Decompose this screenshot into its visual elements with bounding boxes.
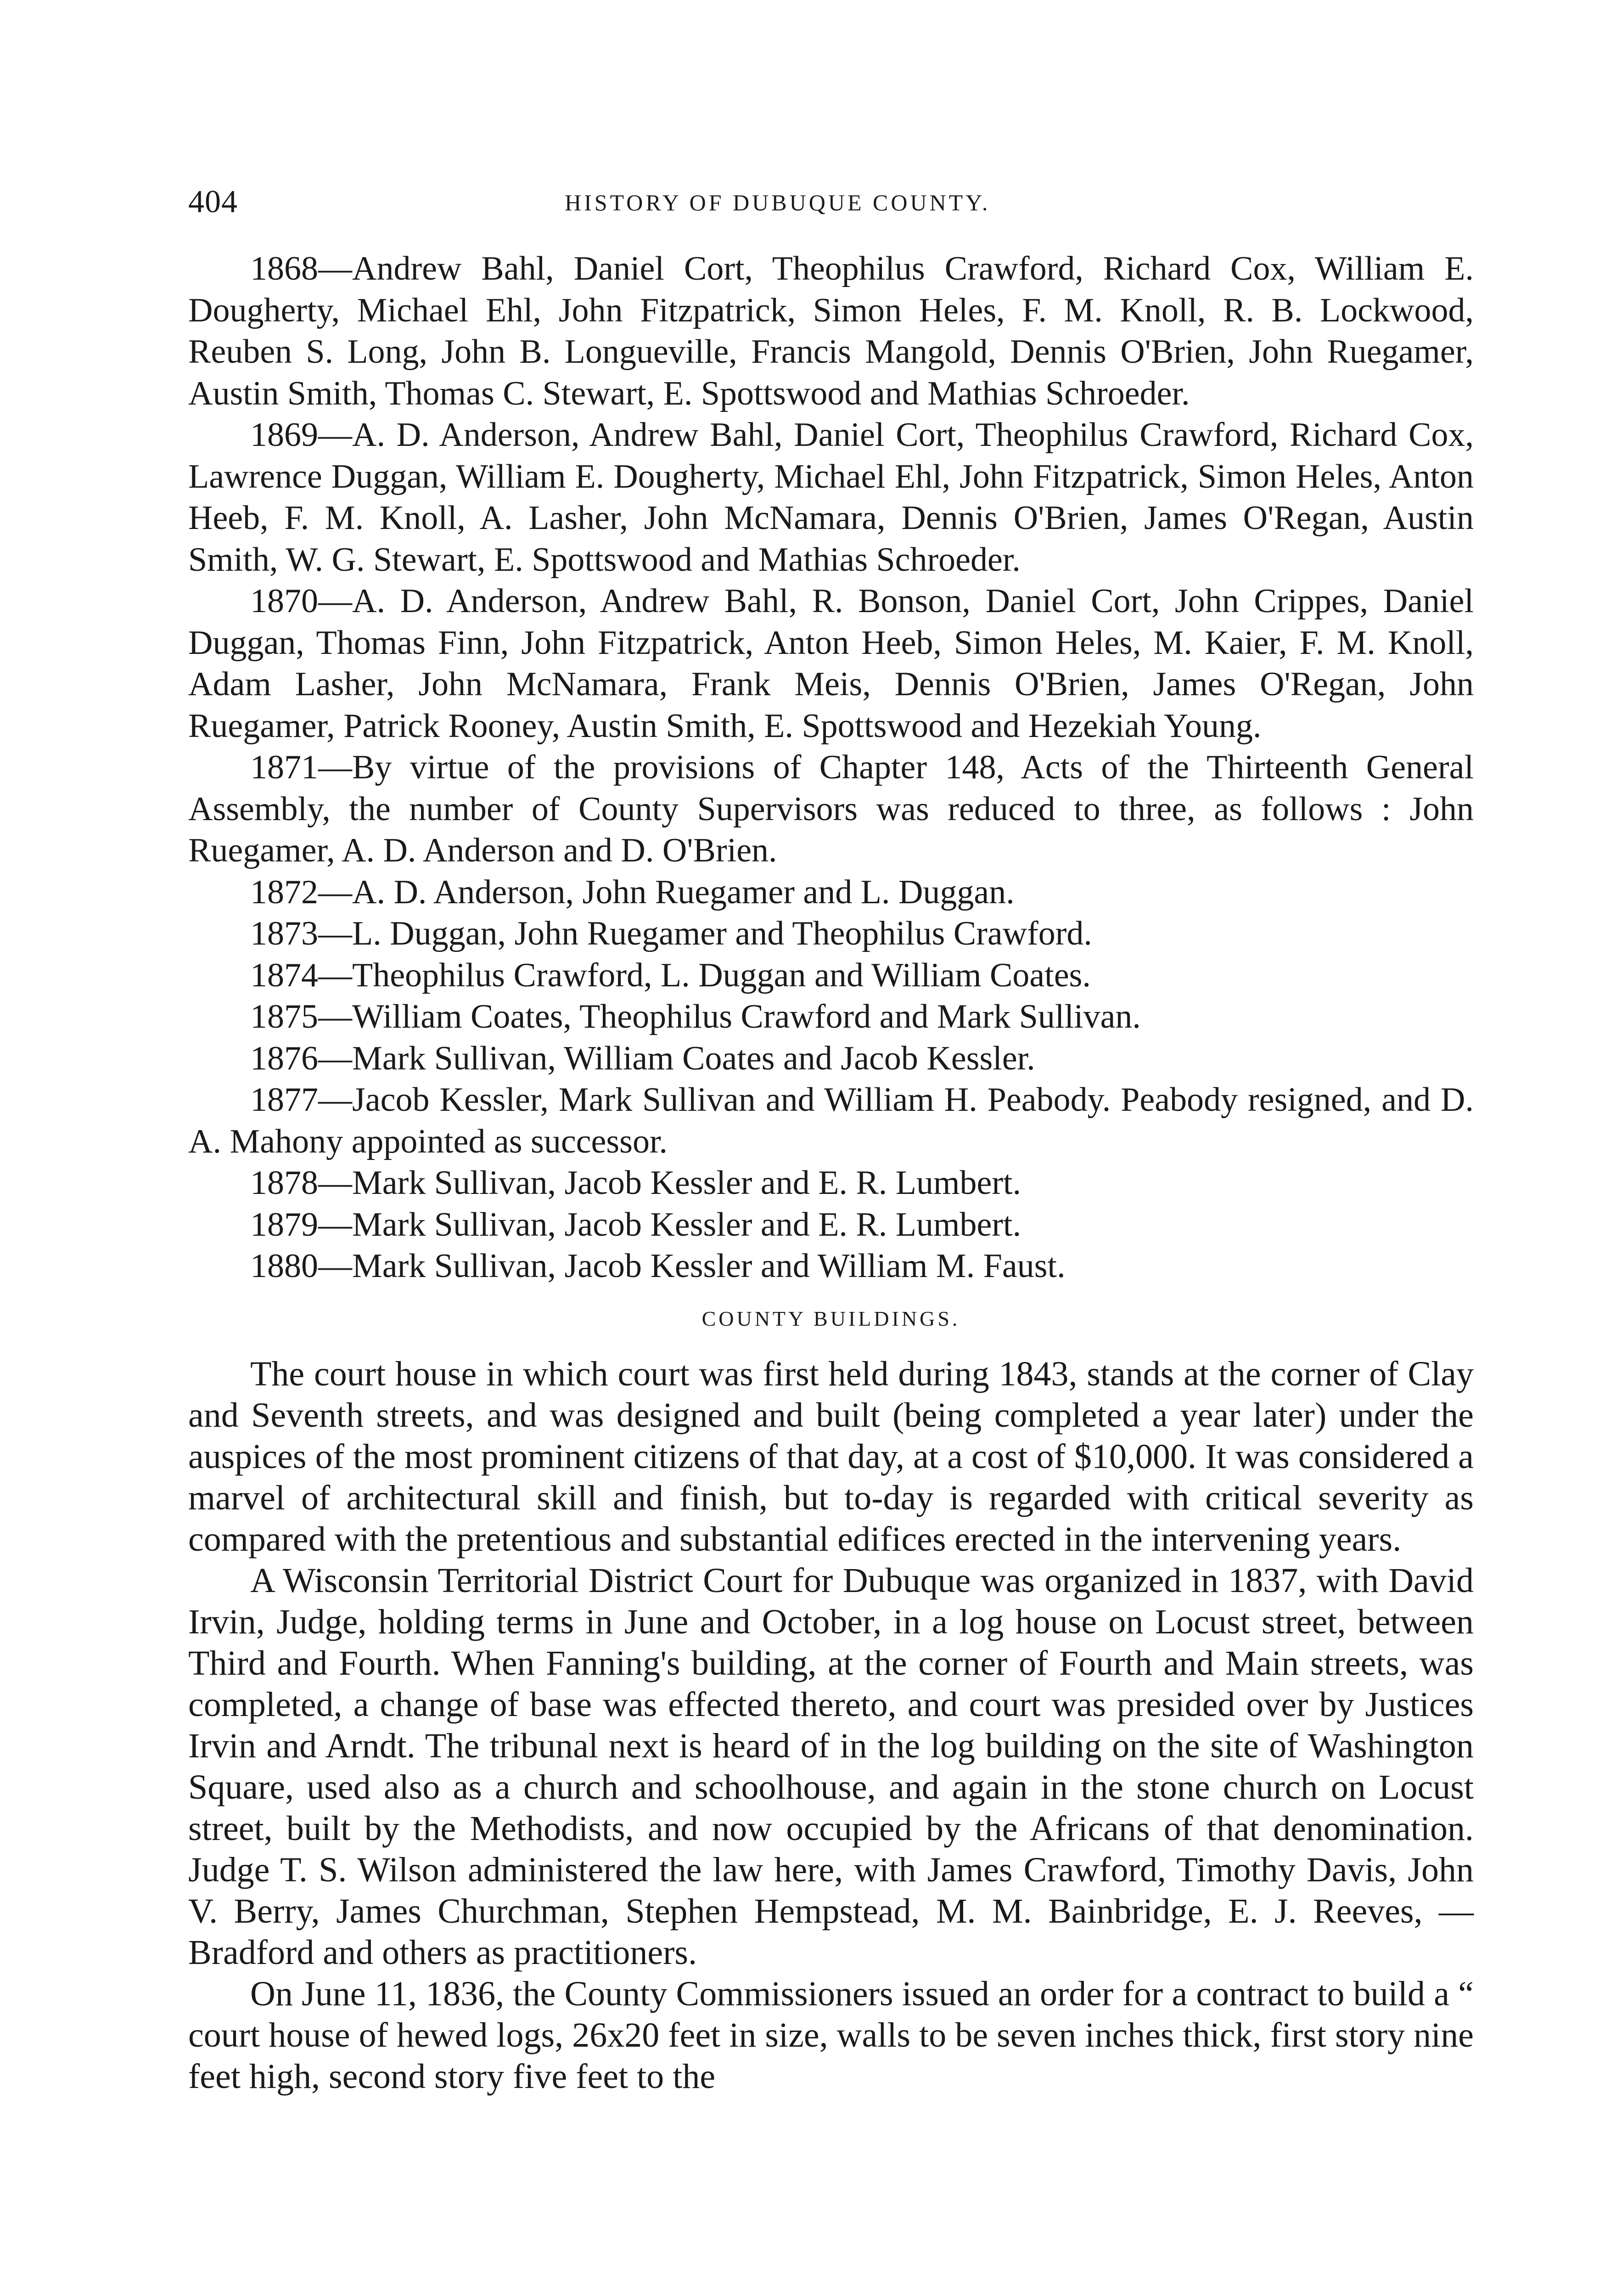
supervisors-1877: 1877—Jacob Kessler, Mark Sullivan and William H. Peabody. Peabody resigned, and D. A. Mahony appointed as successor.	[188, 1081, 1474, 1160]
supervisors-1876: 1876—Mark Sullivan, William Coates and Jacob Kessler.	[250, 1039, 1035, 1077]
supervisors-1880: 1880—Mark Sullivan, Jacob Kessler and William M. Faust.	[250, 1247, 1066, 1285]
supervisors-1872: 1872—A. D. Anderson, John Ruegamer and L. Duggan.	[250, 873, 1015, 911]
running-head	[188, 184, 1474, 220]
section-heading: COUNTY BUILDINGS.	[701, 1306, 960, 1330]
supervisors-1871: 1871—By virtue of the provisions of Chapter 148, Acts of the Thirteenth General Assembly, the number of County Supervisors was reduced to three, as follows : John Ruegamer, A. D. Anderson and D. O'Brien.	[188, 748, 1474, 869]
supervisors-1869: 1869—A. D. Anderson, Andrew Bahl, Daniel Cort, Theophilus Crawford, Richard Cox, Lawrence Duggan, William E. Dougherty, Michael Ehl, John Fitzpatrick, Simon Heles, Anton Heeb, F. M. Knoll, A. Lasher, John McNamara, Dennis O'Brien, James O'Regan, Austin Smith, W. G. Stewart, E. Spottswood and Mathias Schroeder.	[188, 416, 1474, 579]
page-number: 404	[188, 184, 238, 219]
supervisors-1875: 1875—William Coates, Theophilus Crawford and Mark Sullivan.	[250, 998, 1141, 1035]
paragraph-district-court: A Wisconsin Territorial District Court for Dubuque was organized in 1837, with David Irvin, Judge, holding terms in June and October, in a log house on Locust street, between Third and Fourth. When Fanning's building, at the corner of Fourth and Main streets, was completed, a change of base was effected thereto, and court was presided over by Justices Irvin and Arndt. The tribunal next is heard of in the log building on the site of Washington Square, used also as a church and schoolhouse, and again in the stone church on Locust street, built by the Methodists, and now occupied by the Africans of that denomination. Judge T. S. Wilson administered the law here, with James Crawford, Timothy Davis, John V. Berry, James Churchman, Stephen Hempstead, M. M. Bainbridge, E. J. Reeves, — Bradford and others as practitioners.	[188, 1561, 1474, 1972]
supervisors-1879: 1879—Mark Sullivan, Jacob Kessler and E. R. Lumbert.	[250, 1205, 1021, 1244]
supervisors-1878: 1878—Mark Sullivan, Jacob Kessler and E. R. Lumbert.	[250, 1164, 1021, 1202]
supervisors-1868: 1868—Andrew Bahl, Daniel Cort, Theophilus Crawford, Richard Cox, William E. Dougherty, Michael Ehl, John Fitzpatrick, Simon Heles, F. M. Knoll, R. B. Lockwood, Reuben S. Long, John B. Longueville, Francis Mangold, Dennis O'Brien, John Ruegamer, Austin Smith, Thomas C. Stewart, E. Spottswood and Mathias Schroeder.	[188, 250, 1474, 412]
supervisors-1874: 1874—Theophilus Crawford, L. Duggan and William Coates.	[250, 956, 1091, 994]
supervisors-1870: 1870—A. D. Anderson, Andrew Bahl, R. Bonson, Daniel Cort, John Crippes, Daniel Duggan, Thomas Finn, John Fitzpatrick, Anton Heeb, Simon Heles, M. Kaier, F. M. Knoll, Adam Lasher, John McNamara, Frank Meis, Dennis O'Brien, James O'Regan, John Ruegamer, Patrick Rooney, Austin Smith, E. Spottswood and Hezekiah Young.	[188, 582, 1474, 745]
text-block	[188, 248, 1474, 2097]
running-title: HISTORY OF DUBUQUE COUNTY.	[565, 190, 991, 215]
paragraph-court-house: The court house in which court was first held during 1843, stands at the corner of Clay and Seventh streets, and was designed and built (being completed a year later) under the auspices of the most prominent citizens of that day, at a cost of $10,000. It was considered a marvel of architectural skill and finish, but to-day is regarded with critical severity as compared with the pretentious and substantial edifices erected in the intervening years.	[188, 1354, 1474, 1559]
paragraph-commissioners-order: On June 11, 1836, the County Commissioners issued an order for a contract to build a “ court house of hewed logs, 26x20 feet in size, walls to be seven inches thick, first story nine feet high, second story five feet to the	[188, 1974, 1474, 2096]
supervisors-1873: 1873—L. Duggan, John Ruegamer and Theophilus Crawford.	[250, 915, 1092, 952]
